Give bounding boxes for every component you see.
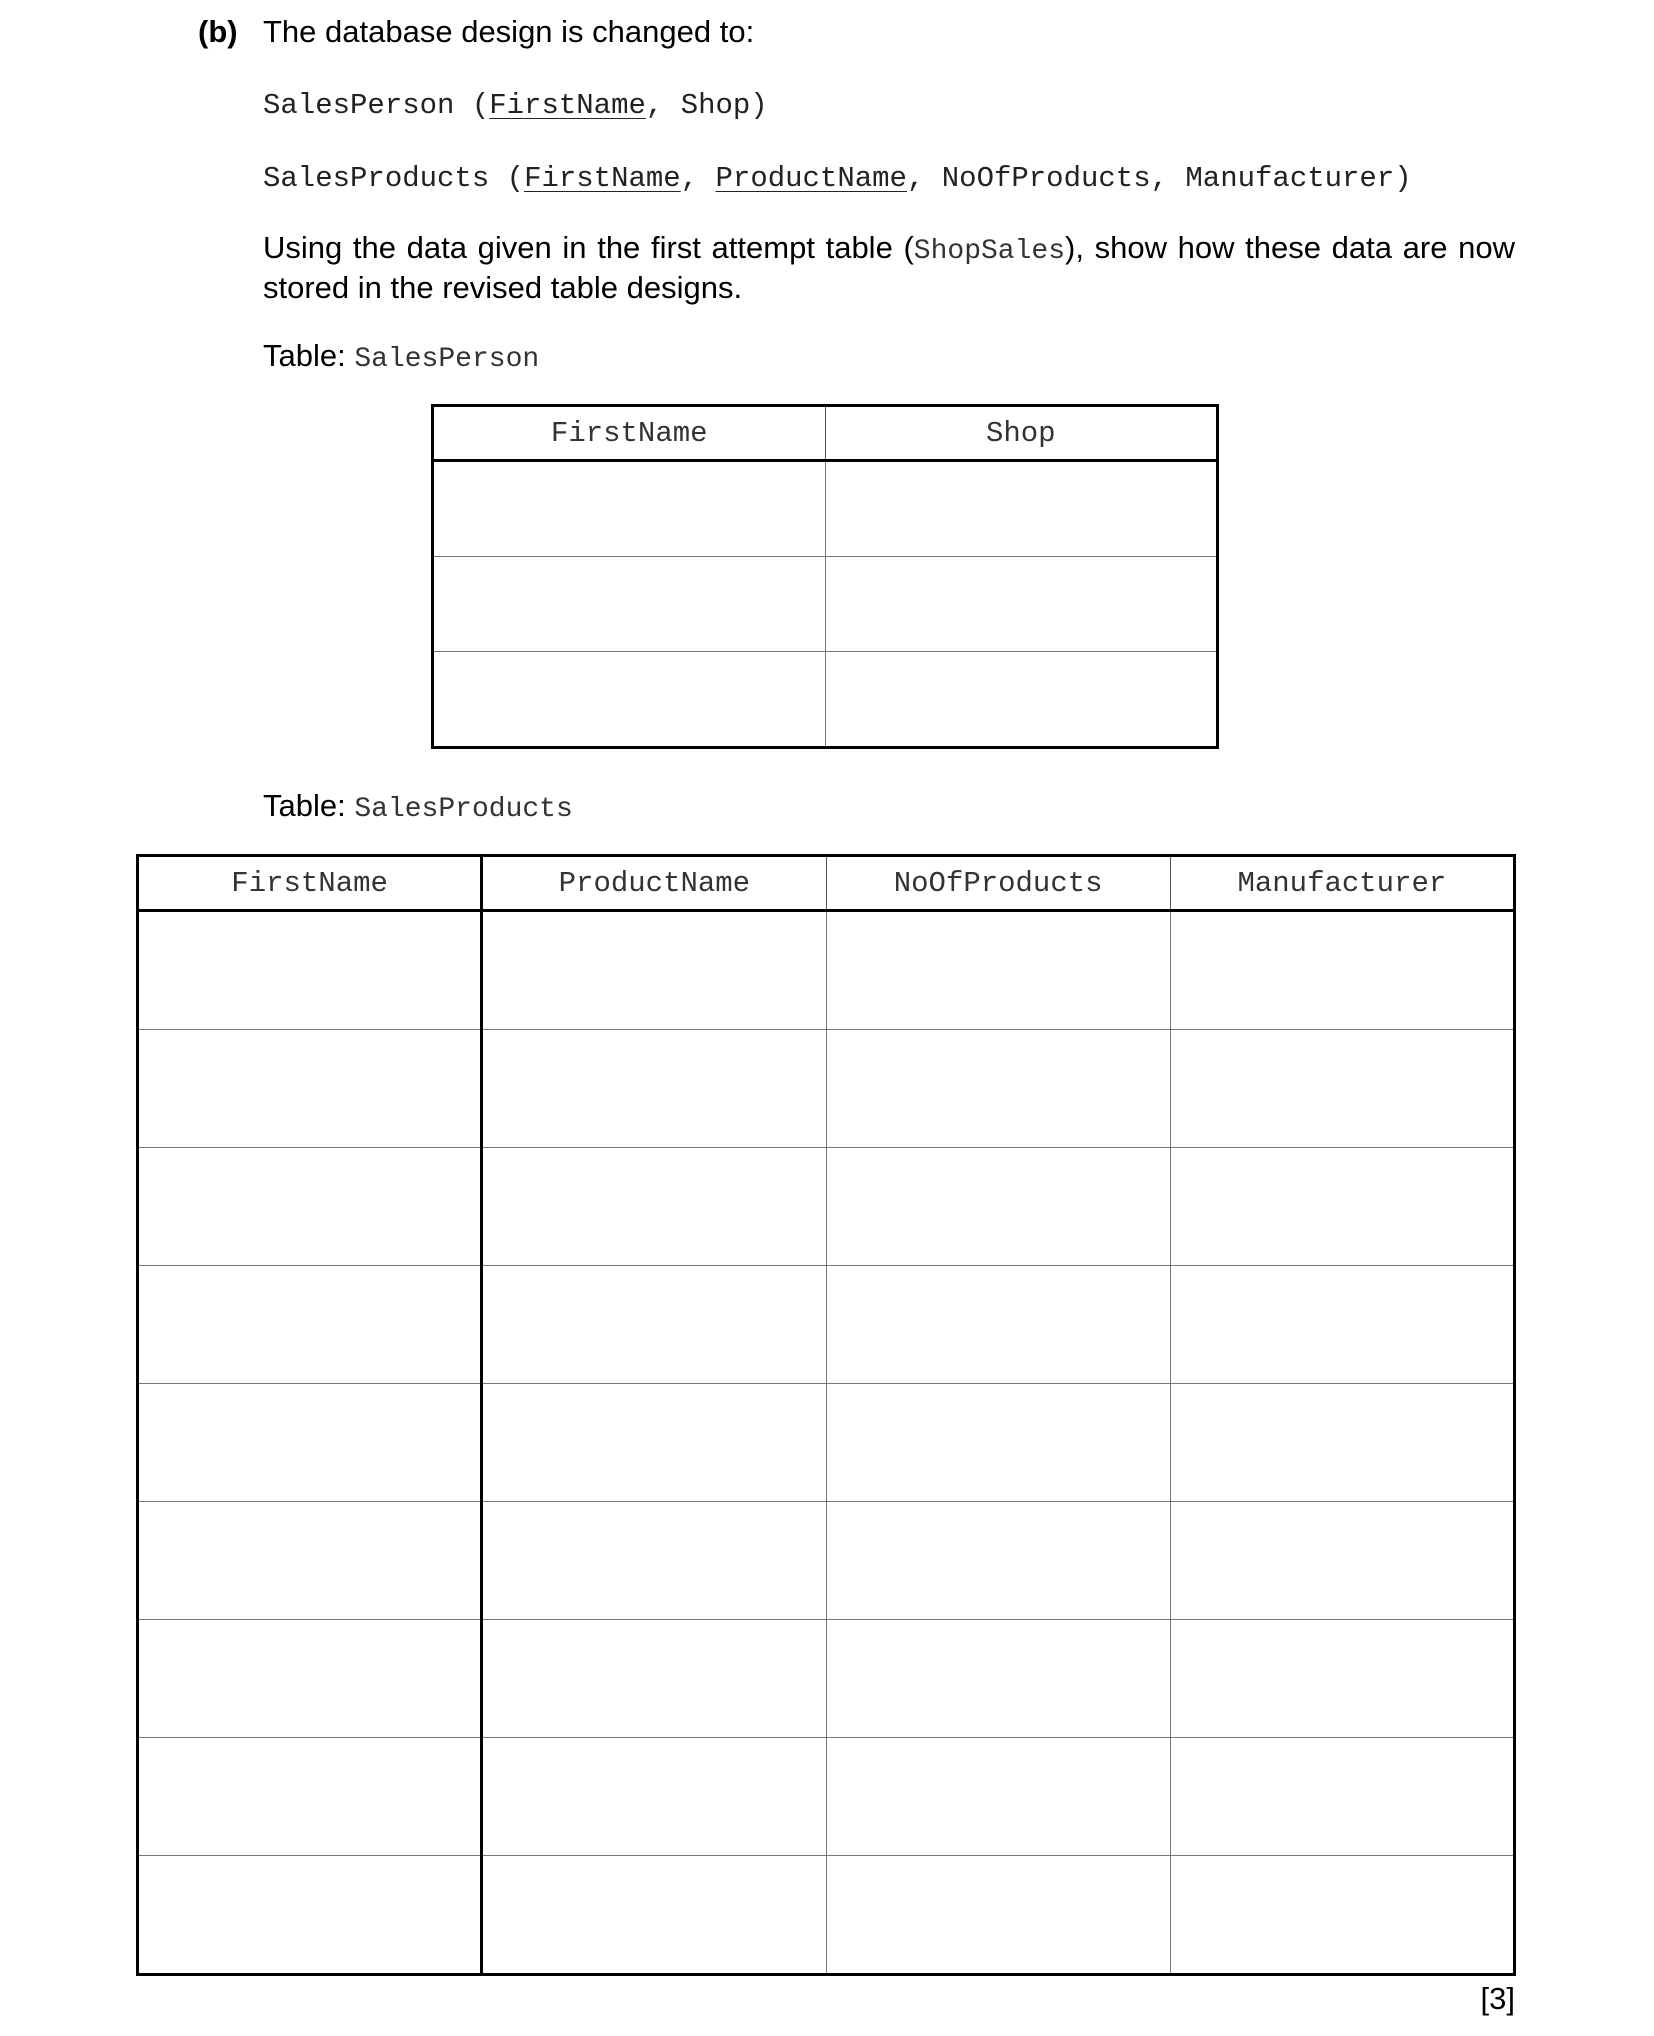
schema-sales-person bbox=[263, 89, 768, 122]
answer-cell[interactable] bbox=[825, 652, 1218, 748]
answer-cell[interactable] bbox=[482, 911, 826, 1030]
caption-label: Table: bbox=[263, 788, 355, 823]
answer-cell[interactable] bbox=[1170, 1738, 1514, 1856]
answer-cell[interactable] bbox=[826, 1856, 1170, 1975]
column-header-shop: Shop bbox=[825, 406, 1218, 461]
answer-cell[interactable] bbox=[1170, 1856, 1514, 1975]
answer-cell[interactable] bbox=[433, 557, 826, 652]
table-row bbox=[138, 911, 1515, 1030]
marks-allocation: [3] bbox=[1480, 1981, 1515, 2016]
table-row bbox=[433, 461, 1218, 557]
table-row bbox=[138, 1384, 1515, 1502]
question-instruction bbox=[263, 230, 1515, 306]
table-row bbox=[433, 652, 1218, 748]
answer-cell[interactable] bbox=[138, 1738, 482, 1856]
answer-cell[interactable] bbox=[826, 1620, 1170, 1738]
schema-primary-key: ProductName bbox=[715, 162, 907, 195]
answer-cell[interactable] bbox=[825, 461, 1218, 557]
table-row bbox=[138, 1266, 1515, 1384]
answer-cell[interactable] bbox=[826, 1384, 1170, 1502]
answer-cell[interactable] bbox=[433, 461, 826, 557]
instruction-code: ShopSales bbox=[913, 236, 1066, 267]
answer-cell[interactable] bbox=[482, 1856, 826, 1975]
answer-cell[interactable] bbox=[482, 1148, 826, 1266]
answer-cell[interactable] bbox=[482, 1266, 826, 1384]
answer-cell[interactable] bbox=[138, 911, 482, 1030]
answer-cell[interactable] bbox=[826, 1030, 1170, 1148]
table-row bbox=[138, 1856, 1515, 1975]
instruction-text: ), show how these data are now stored in the revised table designs. bbox=[263, 230, 1515, 305]
caption-table-name: SalesProducts bbox=[354, 794, 573, 825]
answer-cell[interactable] bbox=[1170, 1148, 1514, 1266]
schema-table-name: SalesPerson bbox=[263, 89, 455, 122]
schema-open-paren: ( bbox=[489, 162, 525, 195]
answer-cell[interactable] bbox=[138, 1502, 482, 1620]
column-header-productname: ProductName bbox=[482, 856, 826, 911]
schema-primary-key: FirstName bbox=[524, 162, 681, 195]
answer-cell[interactable] bbox=[826, 1148, 1170, 1266]
answer-cell[interactable] bbox=[138, 1384, 482, 1502]
answer-cell[interactable] bbox=[1170, 911, 1514, 1030]
answer-cell[interactable] bbox=[1170, 1266, 1514, 1384]
table-row bbox=[138, 1738, 1515, 1856]
table-header-row bbox=[433, 406, 1218, 461]
answer-cell[interactable] bbox=[482, 1030, 826, 1148]
instruction-text: Using the data given in the first attempt table ( bbox=[263, 230, 914, 265]
answer-cell[interactable] bbox=[433, 652, 826, 748]
schema-sales-products bbox=[263, 162, 1412, 195]
answer-cell[interactable] bbox=[482, 1384, 826, 1502]
table-header-row bbox=[138, 856, 1515, 911]
table-row bbox=[433, 557, 1218, 652]
column-header-noofproducts: NoOfProducts bbox=[826, 856, 1170, 911]
table-row bbox=[138, 1030, 1515, 1148]
answer-cell[interactable] bbox=[826, 1738, 1170, 1856]
caption-label: Table: bbox=[263, 338, 355, 373]
table-row bbox=[138, 1148, 1515, 1266]
column-header-manufacturer: Manufacturer bbox=[1170, 856, 1514, 911]
answer-cell[interactable] bbox=[1170, 1502, 1514, 1620]
question-intro: The database design is changed to: bbox=[263, 14, 755, 49]
caption-table-name: SalesPerson bbox=[354, 344, 540, 375]
column-header-firstname: FirstName bbox=[433, 406, 826, 461]
sales-person-table bbox=[431, 404, 1219, 749]
answer-cell[interactable] bbox=[825, 557, 1218, 652]
question-part-label: (b) bbox=[198, 14, 238, 49]
answer-cell[interactable] bbox=[138, 1266, 482, 1384]
sales-person-caption bbox=[263, 338, 539, 375]
answer-cell[interactable] bbox=[1170, 1620, 1514, 1738]
answer-cell[interactable] bbox=[138, 1148, 482, 1266]
answer-cell[interactable] bbox=[826, 1266, 1170, 1384]
answer-cell[interactable] bbox=[826, 911, 1170, 1030]
answer-cell[interactable] bbox=[482, 1502, 826, 1620]
answer-cell[interactable] bbox=[482, 1738, 826, 1856]
answer-cell[interactable] bbox=[138, 1856, 482, 1975]
schema-remaining-fields: , Shop) bbox=[645, 89, 768, 122]
answer-cell[interactable] bbox=[1170, 1384, 1514, 1502]
schema-separator: , bbox=[680, 162, 716, 195]
table-row bbox=[138, 1620, 1515, 1738]
sales-products-table bbox=[136, 854, 1516, 1976]
answer-cell[interactable] bbox=[1170, 1030, 1514, 1148]
answer-cell[interactable] bbox=[482, 1620, 826, 1738]
schema-primary-key: FirstName bbox=[489, 89, 646, 122]
schema-table-name: SalesProducts bbox=[263, 162, 490, 195]
sales-products-caption bbox=[263, 788, 573, 825]
table-row bbox=[138, 1502, 1515, 1620]
answer-cell[interactable] bbox=[138, 1030, 482, 1148]
schema-remaining-fields: , NoOfProducts, Manufacturer) bbox=[906, 162, 1412, 195]
answer-cell[interactable] bbox=[826, 1502, 1170, 1620]
answer-cell[interactable] bbox=[138, 1620, 482, 1738]
schema-open-paren: ( bbox=[454, 89, 490, 122]
column-header-firstname: FirstName bbox=[138, 856, 482, 911]
